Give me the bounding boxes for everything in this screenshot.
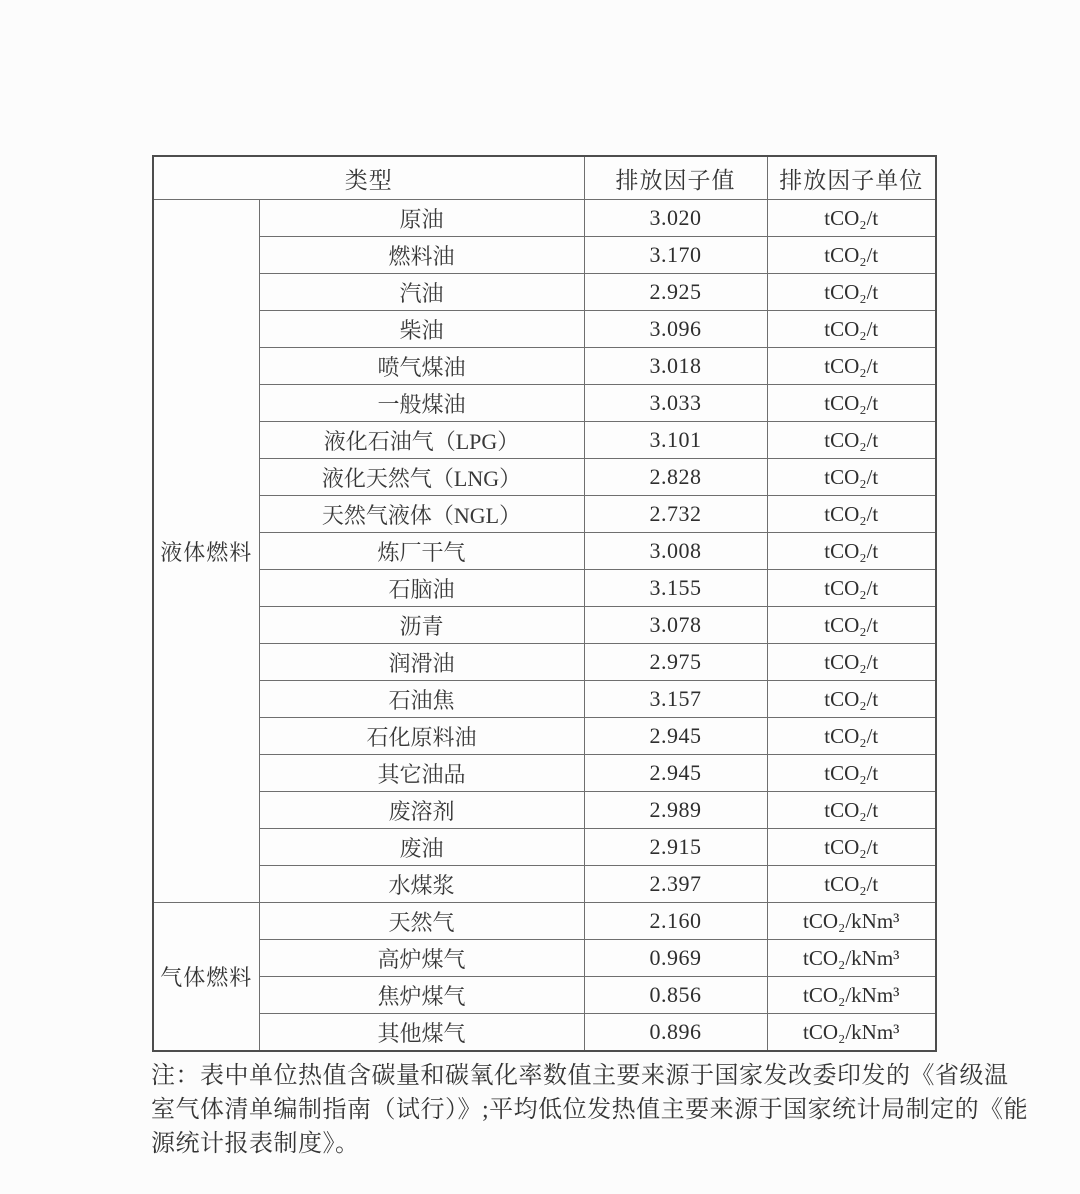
factor-unit-cell: tCO₂/kNm³ [767,903,936,940]
fuel-name-cell: 天然气液体（NGL） [259,496,584,533]
factor-unit-cell: tCO₂/kNm³ [767,977,936,1014]
factor-unit-cell: tCO₂/t [767,829,936,866]
table-row [153,940,936,977]
table-row [153,422,936,459]
factor-unit-cell: tCO₂/t [767,792,936,829]
factor-unit-cell: tCO₂/t [767,644,936,681]
table-row [153,792,936,829]
factor-unit-cell: tCO₂/t [767,570,936,607]
fuel-name-cell: 石化原料油 [259,718,584,755]
factor-value-cell: 3.078 [584,607,767,644]
factor-value-cell: 2.945 [584,718,767,755]
factor-value-cell: 3.033 [584,385,767,422]
table-header [153,156,936,200]
factor-unit-cell: tCO₂/kNm³ [767,1014,936,1052]
fuel-name-cell: 汽油 [259,274,584,311]
factor-value-cell: 3.101 [584,422,767,459]
factor-value-cell: 2.975 [584,644,767,681]
fuel-name-cell: 燃料油 [259,237,584,274]
factor-unit-cell: tCO₂/kNm³ [767,940,936,977]
emission-factor-table [152,155,937,1052]
table-row [153,718,936,755]
factor-value-cell: 2.915 [584,829,767,866]
factor-unit-cell: tCO₂/t [767,681,936,718]
header-factor-unit: 排放因子单位 [767,156,936,200]
table-row [153,866,936,903]
factor-value-cell: 0.896 [584,1014,767,1052]
table-row [153,237,936,274]
fuel-name-cell: 润滑油 [259,644,584,681]
table-row [153,977,936,1014]
table-body [153,200,936,1052]
fuel-name-cell: 水煤浆 [259,866,584,903]
factor-unit-cell: tCO₂/t [767,755,936,792]
fuel-name-cell: 柴油 [259,311,584,348]
fuel-name-cell: 石脑油 [259,570,584,607]
table-row [153,1014,936,1052]
fuel-name-cell: 一般煤油 [259,385,584,422]
fuel-name-cell: 焦炉煤气 [259,977,584,1014]
table-row [153,644,936,681]
table-row [153,200,936,237]
factor-value-cell: 2.732 [584,496,767,533]
table-row [153,459,936,496]
table-row [153,681,936,718]
table-row [153,829,936,866]
fuel-name-cell: 高炉煤气 [259,940,584,977]
factor-unit-cell: tCO₂/t [767,274,936,311]
footnote-line: 源统计报表制度》。 [151,1131,360,1157]
footnote [151,1059,1029,1161]
factor-value-cell: 2.828 [584,459,767,496]
factor-value-cell: 3.170 [584,237,767,274]
factor-unit-cell: tCO₂/t [767,385,936,422]
factor-value-cell: 2.397 [584,866,767,903]
footnote-line: 室气体清单编制指南（试行）》;平均低位发热值主要来源于国家统计局制定的《能 [151,1097,1029,1123]
factor-value-cell: 3.008 [584,533,767,570]
fuel-name-cell: 炼厂干气 [259,533,584,570]
category-cell: 气体燃料 [153,903,259,1052]
factor-unit-cell: tCO₂/t [767,496,936,533]
header-row [153,156,936,200]
fuel-name-cell: 原油 [259,200,584,237]
factor-unit-cell: tCO₂/t [767,422,936,459]
category-cell: 液体燃料 [153,200,259,903]
table-row [153,607,936,644]
fuel-name-cell: 液化石油气（LPG） [259,422,584,459]
fuel-name-cell: 沥青 [259,607,584,644]
header-type: 类型 [153,156,584,200]
factor-value-cell: 2.945 [584,755,767,792]
table-row [153,903,936,940]
table-row [153,570,936,607]
fuel-name-cell: 废溶剂 [259,792,584,829]
header-factor-value: 排放因子值 [584,156,767,200]
factor-unit-cell: tCO₂/t [767,607,936,644]
fuel-name-cell: 石油焦 [259,681,584,718]
footnote-line: 注：表中单位热值含碳量和碳氧化率数值主要来源于国家发改委印发的《省级温 [151,1063,1009,1089]
table-row [153,496,936,533]
fuel-name-cell: 其他煤气 [259,1014,584,1052]
fuel-name-cell: 其它油品 [259,755,584,792]
factor-unit-cell: tCO₂/t [767,348,936,385]
table-row [153,348,936,385]
factor-unit-cell: tCO₂/t [767,718,936,755]
factor-unit-cell: tCO₂/t [767,311,936,348]
table-row [153,755,936,792]
fuel-name-cell: 天然气 [259,903,584,940]
factor-value-cell: 0.856 [584,977,767,1014]
factor-value-cell: 2.160 [584,903,767,940]
factor-unit-cell: tCO₂/t [767,237,936,274]
factor-value-cell: 0.969 [584,940,767,977]
table-row [153,274,936,311]
factor-value-cell: 3.155 [584,570,767,607]
factor-value-cell: 3.018 [584,348,767,385]
table-row [153,311,936,348]
fuel-name-cell: 液化天然气（LNG） [259,459,584,496]
factor-value-cell: 3.157 [584,681,767,718]
table-row [153,385,936,422]
factor-unit-cell: tCO₂/t [767,866,936,903]
factor-value-cell: 2.925 [584,274,767,311]
factor-value-cell: 3.096 [584,311,767,348]
factor-unit-cell: tCO₂/t [767,533,936,570]
table-row [153,533,936,570]
factor-unit-cell: tCO₂/t [767,459,936,496]
factor-value-cell: 3.020 [584,200,767,237]
factor-value-cell: 2.989 [584,792,767,829]
factor-unit-cell: tCO₂/t [767,200,936,237]
fuel-name-cell: 喷气煤油 [259,348,584,385]
fuel-name-cell: 废油 [259,829,584,866]
